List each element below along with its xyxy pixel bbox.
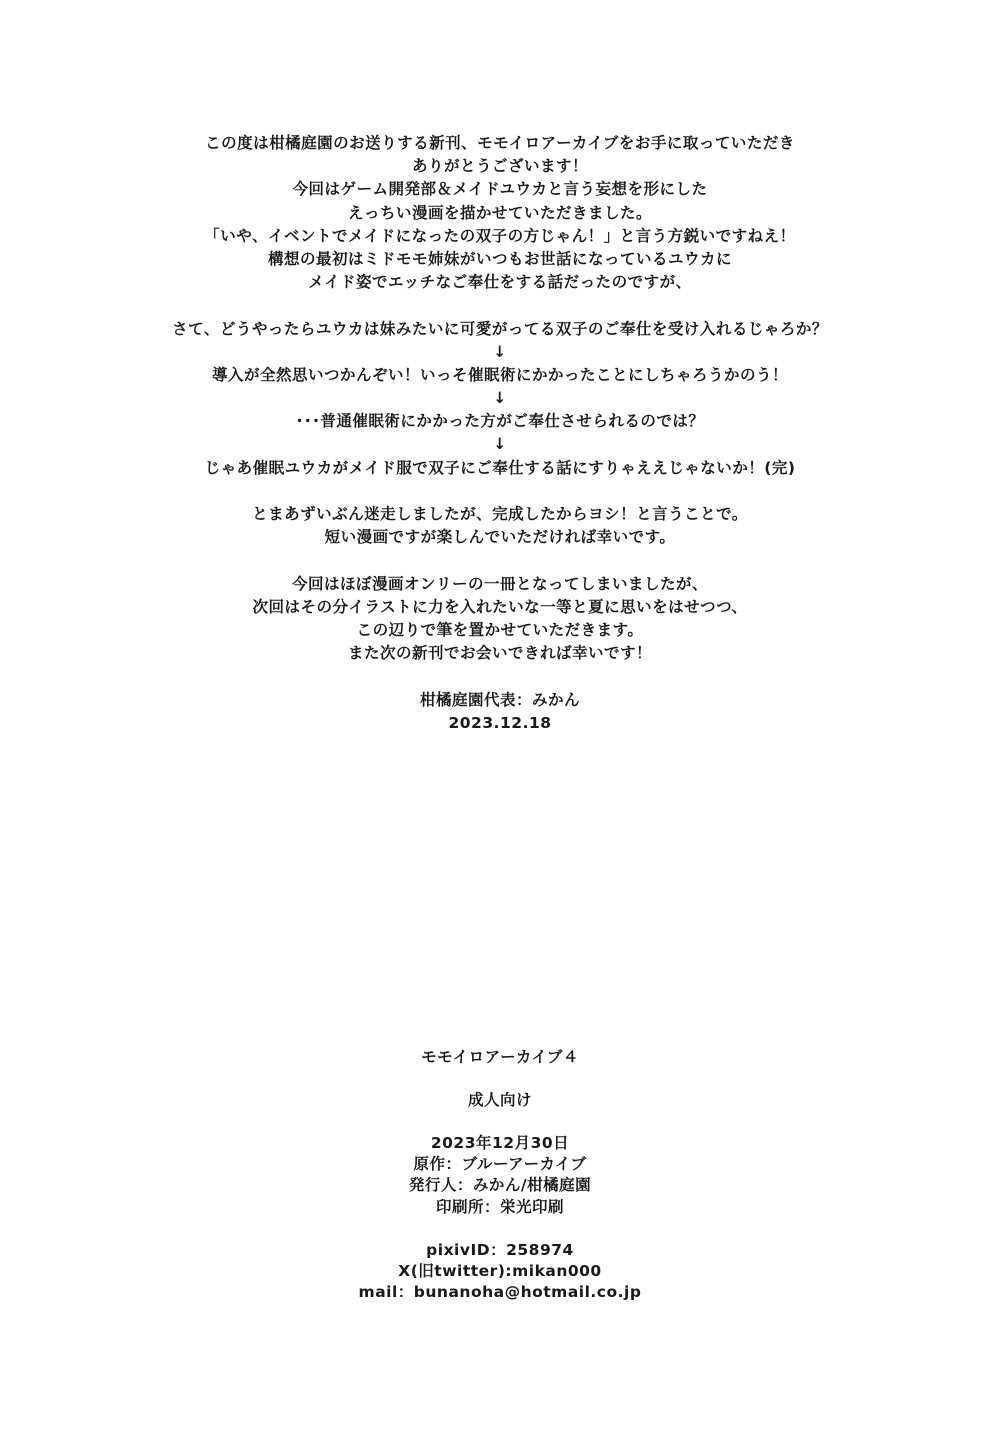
- colophon: [100, 1047, 900, 1304]
- afterword-line: 「いや、イベントでメイドになったの双子の方じゃん！」と言う方鋭いですねえ！: [204, 226, 796, 245]
- printer: 印刷所：栄光印刷: [435, 1197, 564, 1216]
- rating-label: 成人向け: [467, 1090, 532, 1109]
- afterword-line: メイド姿でエッチなご奉仕をする話だったのですが、: [308, 273, 692, 292]
- x-account: X(旧twitter):mikan000: [398, 1261, 602, 1280]
- afterword-line: ･･･普通催眠術にかかった方がご奉仕させられるのでは？: [295, 412, 705, 431]
- afterword-line: 今回はゲーム開発部＆メイドユウカと言う妄想を形にした: [292, 180, 708, 199]
- afterword-line: この度は柑橘庭園のお送りする新刊、モモイロアーカイブをお手に取っていただき: [205, 134, 795, 152]
- afterword-line: 短い漫画ですが楽しんでいただければ幸いです。: [324, 528, 676, 547]
- pixiv-id: pixivID：258974: [426, 1240, 574, 1259]
- paragraph-gap: [60, 549, 940, 572]
- colophon-gap: [100, 1218, 900, 1239]
- afterword-line: 構想の最初はミドモモ姉妹がいつもお世話になっているユウカに: [267, 249, 732, 268]
- afterword-line: とまあずいぶん迷走しましたが、完成したからヨシ！と言うことで。: [252, 505, 748, 523]
- paragraph-gap: [60, 480, 940, 503]
- colophon-gap: [100, 1068, 900, 1089]
- down-arrow: ↓: [493, 435, 507, 454]
- paragraph-gap: [60, 294, 940, 317]
- afterword-date: 2023.12.18: [448, 713, 552, 732]
- afterword-line: また次の新刊でお会いできれば幸いです！: [347, 644, 652, 663]
- afterword-text: [60, 132, 940, 735]
- afterword-line: さて、どうやったらユウカは妹みたいに可愛がってる双子のご奉仕を受け入れるじゃろか？: [172, 319, 828, 338]
- afterword-line: この辺りで筆を置かせていただきます。: [356, 620, 644, 639]
- afterword-line: じゃあ催眠ユウカがメイド服で双子にご奉仕する話にすりゃええじゃないか！(完): [204, 458, 796, 477]
- afterword-line: 今回はほぼ漫画オンリーの一冊となってしまいましたが、: [291, 574, 708, 593]
- book-title: モモイロアーカイブ４: [421, 1048, 579, 1066]
- mail-address: mail：bunanoha@hotmail.co.jp: [358, 1283, 642, 1302]
- afterword-line: 導入が全然思いつかんぞい！いっそ催眠術にかかったことにしちゃろうかのう！: [211, 365, 788, 384]
- publish-date: 2023年12月30日: [430, 1133, 570, 1152]
- colophon-gap: [100, 1111, 900, 1132]
- paragraph-gap: [60, 665, 940, 688]
- afterword-line: ありがとうございます！: [411, 157, 588, 176]
- afterword-line: えっちい漫画を描かせていただきました。: [347, 203, 652, 222]
- afterword-line: 次回はその分イラストに力を入れたいな一等と夏に思いをはせつつ、: [252, 597, 748, 616]
- down-arrow: ↓: [493, 389, 507, 408]
- original-work: 原作：ブルーアーカイブ: [413, 1154, 587, 1173]
- signature: 柑橘庭園代表：みかん: [419, 690, 580, 709]
- down-arrow: ↓: [493, 342, 507, 361]
- publisher: 発行人：みかん/柑橘庭園: [408, 1176, 592, 1195]
